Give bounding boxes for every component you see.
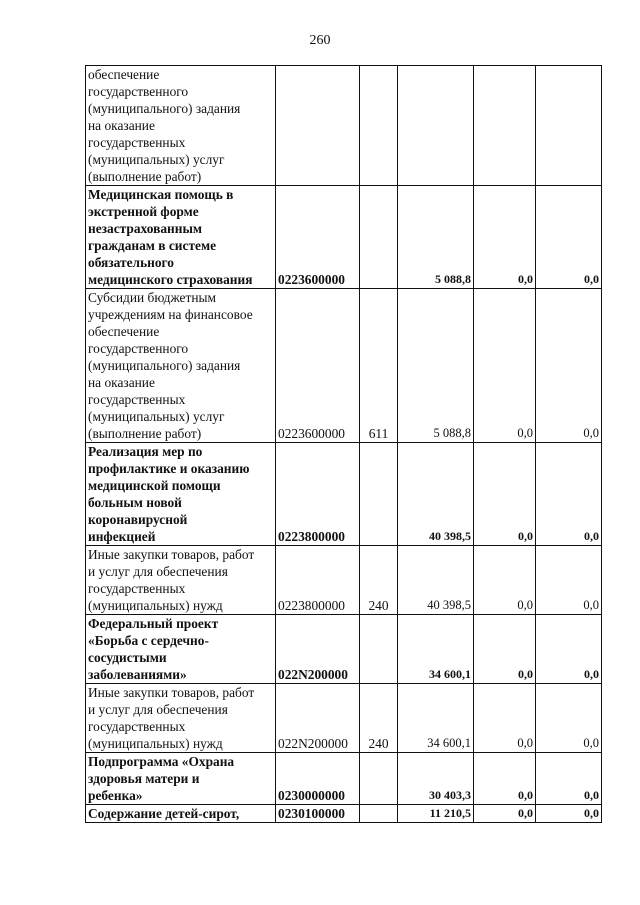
item-name-cell bbox=[86, 546, 276, 615]
amount-year1-cell: 5 088,8 bbox=[398, 289, 474, 443]
expense-type-cell bbox=[360, 66, 398, 186]
budget-code-cell: 0223600000 bbox=[276, 289, 360, 443]
item-name-line: (муниципального) задания bbox=[88, 101, 241, 116]
budget-table bbox=[85, 65, 602, 823]
item-name-line: государственных bbox=[88, 392, 186, 407]
item-name-line: государственного bbox=[88, 84, 189, 99]
budget-table-body bbox=[86, 66, 602, 823]
item-name-line: Иные закупки товаров, работ bbox=[88, 547, 255, 562]
expense-type-cell bbox=[360, 443, 398, 546]
amount-year2-cell bbox=[474, 66, 536, 186]
amount-year2-cell: 0,0 bbox=[474, 186, 536, 289]
item-name-line: Иные закупки товаров, работ bbox=[88, 685, 255, 700]
item-name-line: обязательного bbox=[88, 255, 174, 270]
amount-year1-cell: 34 600,1 bbox=[398, 684, 474, 753]
table-row bbox=[86, 546, 602, 615]
item-name-line: Реализация мер по bbox=[88, 444, 203, 459]
item-name-line: гражданам в системе bbox=[88, 238, 217, 253]
expense-type-cell bbox=[360, 186, 398, 289]
expense-type-cell: 611 bbox=[360, 289, 398, 443]
expense-type-cell bbox=[360, 805, 398, 823]
expense-type-cell: 240 bbox=[360, 684, 398, 753]
amount-year1-cell: 5 088,8 bbox=[398, 186, 474, 289]
item-name-line: учреждениям на финансовое bbox=[88, 307, 253, 322]
item-name-line: государственных bbox=[88, 135, 186, 150]
table-row bbox=[86, 289, 602, 443]
amount-year3-cell: 0,0 bbox=[536, 186, 602, 289]
table-row bbox=[86, 66, 602, 186]
budget-code-cell: 0223800000 bbox=[276, 546, 360, 615]
item-name-line: Медицинская помощь в bbox=[88, 187, 234, 202]
item-name-line: государственных bbox=[88, 719, 186, 734]
budget-code-cell: 0230100000 bbox=[276, 805, 360, 823]
amount-year3-cell: 0,0 bbox=[536, 805, 602, 823]
item-name-cell bbox=[86, 186, 276, 289]
item-name-line: экстренной форме bbox=[88, 204, 199, 219]
amount-year2-cell: 0,0 bbox=[474, 805, 536, 823]
item-name-line: коронавирусной bbox=[88, 512, 188, 527]
amount-year3-cell: 0,0 bbox=[536, 443, 602, 546]
item-name-line: государственных bbox=[88, 581, 186, 596]
amount-year1-cell: 40 398,5 bbox=[398, 546, 474, 615]
item-name-line: Содержание детей-сирот, bbox=[88, 806, 240, 821]
item-name-line: Субсидии бюджетным bbox=[88, 290, 216, 305]
amount-year2-cell: 0,0 bbox=[474, 443, 536, 546]
table-row bbox=[86, 443, 602, 546]
amount-year1-cell: 11 210,5 bbox=[398, 805, 474, 823]
budget-code-cell: 022N200000 bbox=[276, 615, 360, 684]
item-name-cell bbox=[86, 753, 276, 805]
budget-code-cell: 022N200000 bbox=[276, 684, 360, 753]
amount-year2-cell: 0,0 bbox=[474, 615, 536, 684]
amount-year2-cell: 0,0 bbox=[474, 753, 536, 805]
item-name-line: (выполнение работ) bbox=[88, 426, 202, 441]
amount-year1-cell: 30 403,3 bbox=[398, 753, 474, 805]
item-name-cell bbox=[86, 66, 276, 186]
item-name-line: Федеральный проект bbox=[88, 616, 219, 631]
item-name-line: (муниципальных) нужд bbox=[88, 736, 223, 751]
amount-year3-cell: 0,0 bbox=[536, 753, 602, 805]
amount-year2-cell: 0,0 bbox=[474, 684, 536, 753]
table-row bbox=[86, 753, 602, 805]
item-name-line: обеспечение bbox=[88, 324, 160, 339]
item-name-line: профилактике и оказанию bbox=[88, 461, 250, 476]
item-name-cell bbox=[86, 443, 276, 546]
item-name-line: на оказание bbox=[88, 118, 155, 133]
item-name-line: государственного bbox=[88, 341, 189, 356]
amount-year2-cell: 0,0 bbox=[474, 546, 536, 615]
item-name-line: на оказание bbox=[88, 375, 155, 390]
item-name-line: и услуг для обеспечения bbox=[88, 564, 228, 579]
item-name-line: ребенка» bbox=[88, 788, 143, 803]
item-name-line: (выполнение работ) bbox=[88, 169, 202, 184]
amount-year1-cell: 40 398,5 bbox=[398, 443, 474, 546]
table-row bbox=[86, 615, 602, 684]
expense-type-cell: 240 bbox=[360, 546, 398, 615]
item-name-line: незастрахованным bbox=[88, 221, 203, 236]
table-row bbox=[86, 684, 602, 753]
amount-year3-cell: 0,0 bbox=[536, 546, 602, 615]
item-name-line: заболеваниями» bbox=[88, 667, 187, 682]
budget-code-cell: 0230000000 bbox=[276, 753, 360, 805]
budget-code-cell: 0223600000 bbox=[276, 186, 360, 289]
budget-code-cell: 0223800000 bbox=[276, 443, 360, 546]
item-name-cell bbox=[86, 805, 276, 823]
expense-type-cell bbox=[360, 753, 398, 805]
item-name-cell bbox=[86, 684, 276, 753]
item-name-cell bbox=[86, 289, 276, 443]
table-row bbox=[86, 805, 602, 823]
amount-year3-cell: 0,0 bbox=[536, 684, 602, 753]
item-name-line: медицинской помощи bbox=[88, 478, 221, 493]
item-name-line: сосудистыми bbox=[88, 650, 167, 665]
expense-type-cell bbox=[360, 615, 398, 684]
amount-year3-cell bbox=[536, 66, 602, 186]
item-name-line: (муниципальных) нужд bbox=[88, 598, 223, 613]
table-row bbox=[86, 186, 602, 289]
item-name-line: «Борьба с сердечно- bbox=[88, 633, 209, 648]
budget-code-cell bbox=[276, 66, 360, 186]
page-number: 260 bbox=[309, 33, 331, 48]
item-name-line: обеспечение bbox=[88, 67, 160, 82]
item-name-line: (муниципальных) услуг bbox=[88, 409, 225, 424]
item-name-line: здоровья матери и bbox=[88, 771, 200, 786]
amount-year3-cell: 0,0 bbox=[536, 615, 602, 684]
amount-year1-cell: 34 600,1 bbox=[398, 615, 474, 684]
item-name-line: Подпрограмма «Охрана bbox=[88, 754, 235, 769]
item-name-line: больным новой bbox=[88, 495, 182, 510]
item-name-line: (муниципального) задания bbox=[88, 358, 241, 373]
amount-year2-cell: 0,0 bbox=[474, 289, 536, 443]
amount-year3-cell: 0,0 bbox=[536, 289, 602, 443]
amount-year1-cell bbox=[398, 66, 474, 186]
item-name-line: медицинского страхования bbox=[88, 272, 253, 287]
item-name-line: (муниципальных) услуг bbox=[88, 152, 225, 167]
item-name-line: и услуг для обеспечения bbox=[88, 702, 228, 717]
item-name-cell bbox=[86, 615, 276, 684]
item-name-line: инфекцией bbox=[88, 529, 156, 544]
